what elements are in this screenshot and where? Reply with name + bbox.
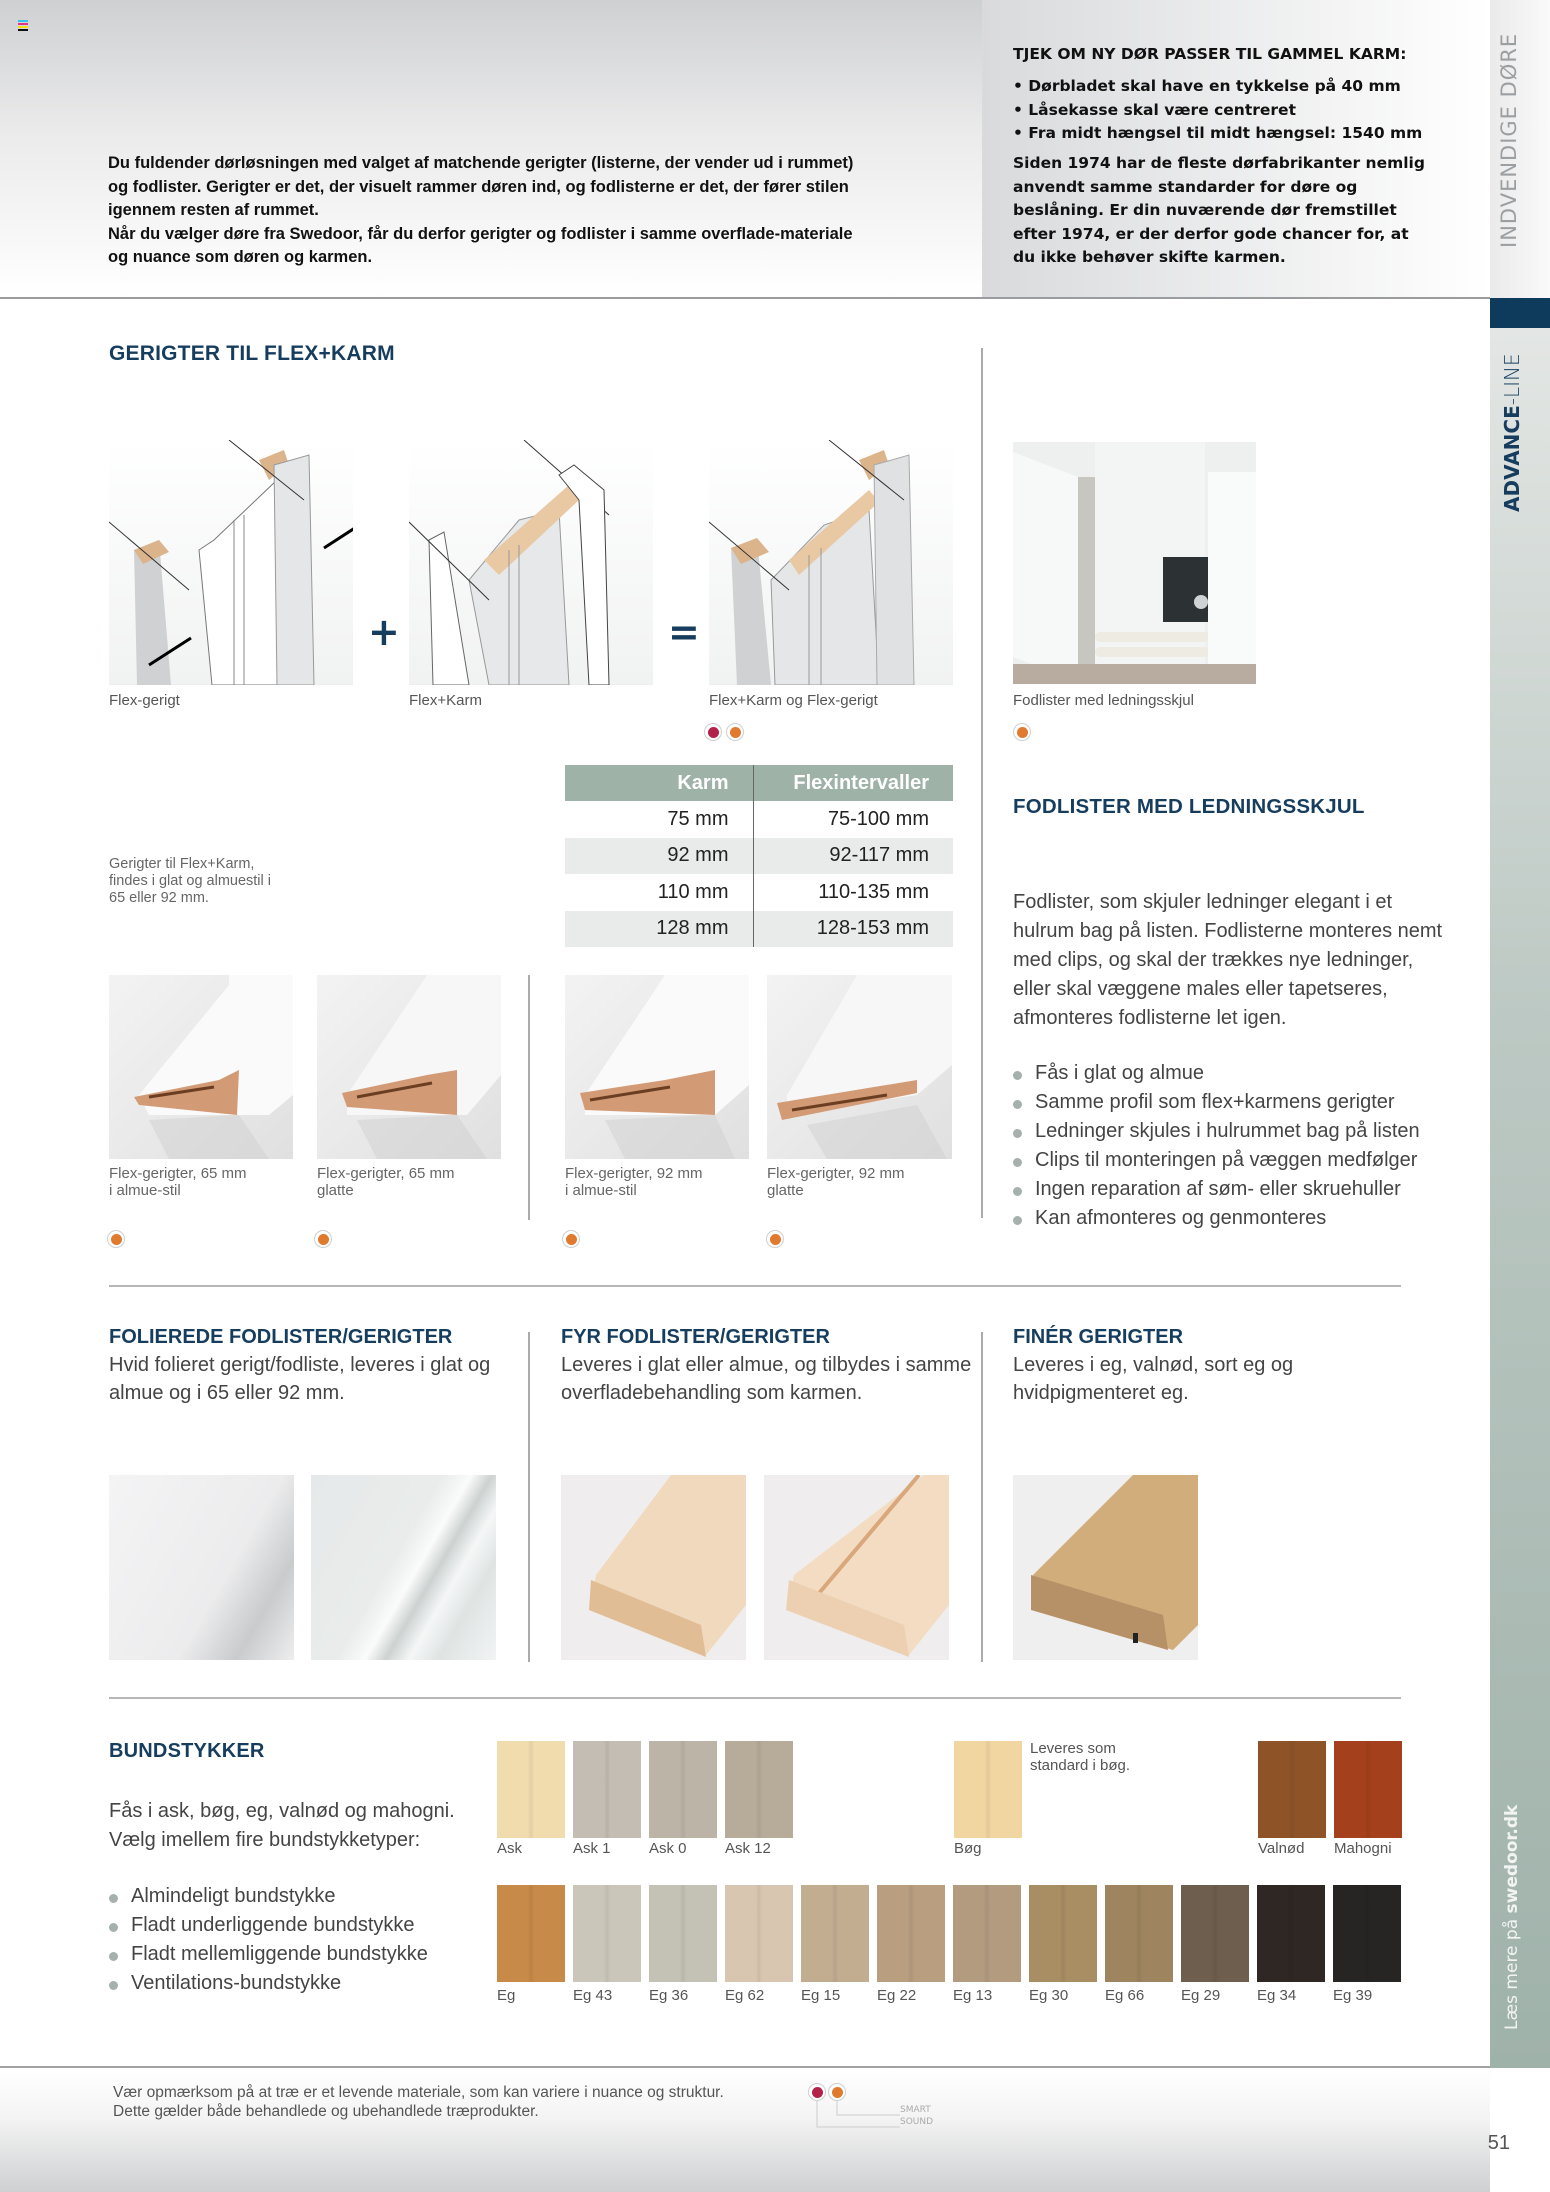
- fodlister-photo-caption: Fodlister med ledningsskjul: [1013, 692, 1194, 709]
- product-caption: [767, 1165, 905, 1199]
- swatch-eg[interactable]: [497, 1885, 565, 1982]
- swatch-label: Bøg: [954, 1840, 982, 1857]
- list-item: Ventilations-bundstykke: [109, 1969, 428, 1998]
- swatch-ask-1[interactable]: [573, 1741, 641, 1838]
- smart-dot-icon: [766, 1230, 784, 1248]
- diagram-caption: Flex-gerigt: [109, 692, 180, 709]
- list-item: Ingen reparation af søm- eller skruehuller: [1013, 1175, 1483, 1204]
- table-row: [565, 801, 953, 838]
- swatch-eg-34[interactable]: [1257, 1885, 1325, 1982]
- sound-label: SOUND: [900, 2117, 934, 2127]
- swatch-label: Ask 0: [649, 1840, 687, 1857]
- fyr-glat-photo: [561, 1475, 746, 1660]
- section-title-bundstykker: BUNDSTYKKER: [109, 1740, 265, 1762]
- finer-eg-photo: [1013, 1475, 1198, 1660]
- product-caption: [109, 1165, 247, 1199]
- section-divider: [109, 1285, 1401, 1287]
- swatch-row-eg: [497, 1885, 1401, 1982]
- swatch-label: Eg 39: [1333, 1987, 1373, 2004]
- smart-dot-icon: [726, 723, 744, 741]
- equals-icon: =: [668, 610, 700, 654]
- sidebar-line-label: [1500, 353, 1524, 512]
- check-title: TJEK OM NY DØR PASSER TIL GAMMEL KARM:: [1013, 45, 1407, 63]
- check-item: • Fra midt hængsel til midt hængsel: 1540 mm: [1013, 124, 1423, 142]
- section-title-fodlister: FODLISTER MED LEDNINGSSKJUL: [1013, 795, 1365, 818]
- smart-dot-icon: [1013, 723, 1031, 741]
- table-cell: 92 mm: [565, 838, 753, 875]
- swatch-eg-62[interactable]: [725, 1885, 793, 1982]
- table-cell: 92-117 mm: [753, 838, 953, 875]
- swatch-eg-39[interactable]: [1333, 1885, 1401, 1982]
- intro-paragraph-1: Du fuldender dørløsningen med valget af matchende gerigter (listerne, der vender ud i rummet) og fodlister. Gerigter er det, der visuelt rammer døren ind, og fodlisterne er det, der fører stilen igennem resten af rummet.: [108, 154, 854, 219]
- category-title: FINÉR GERIGTER: [1013, 1326, 1184, 1348]
- product-photo-65-almue: [109, 975, 293, 1159]
- category-text: Leveres i eg, valnød, sort eg og hvidpigmenteret eg.: [1013, 1354, 1294, 1404]
- category-finer: [1013, 1326, 1313, 1407]
- product-caption-line1: Flex-gerigter, 65 mm: [109, 1165, 247, 1182]
- fodlister-body: Fodlister, som skjuler ledninger elegant i et hulrum bag på listen. Fodlisterne monteres nemt med clips, og skal der trækkes nye ledninger, eller skal væggene males eller tapetseres, afmonteres fodlisterne let igen.: [1013, 891, 1443, 1029]
- product-divider: [528, 975, 530, 1220]
- category-text: Hvid folieret gerigt/fodliste, leveres i glat og almue og i 65 eller 92 mm.: [109, 1354, 491, 1404]
- swatch-label: Eg 29: [1181, 1987, 1221, 2004]
- list-item: Fås i glat og almue: [1013, 1059, 1483, 1088]
- bundstykker-text-1: Fås i ask, bøg, eg, valnød og mahogni.: [109, 1800, 455, 1822]
- sidebar-category-label: INDVENDIGE DØRE: [1497, 32, 1521, 248]
- line-bold: ADVANCE: [1500, 405, 1524, 512]
- footer-divider: [0, 2066, 1490, 2068]
- list-item: Ledninger skjules i hulrummet bag på listen: [1013, 1117, 1483, 1146]
- table-cell: 110 mm: [565, 874, 753, 911]
- table-row: [565, 838, 953, 875]
- table-cell: 110-135 mm: [818, 880, 929, 903]
- list-item: Clips til monteringen på væggen medfølger: [1013, 1146, 1483, 1175]
- fodlister-bullets: [1013, 1059, 1483, 1233]
- swatch-label: Ask: [497, 1840, 523, 1857]
- swatch-ask[interactable]: [497, 1741, 565, 1838]
- bundstykker-bullets: [109, 1882, 428, 1998]
- sidebar-accent-bar: [1490, 298, 1550, 328]
- smart-label: SMART: [900, 2105, 931, 2115]
- sidebar-website-link[interactable]: [1502, 1805, 1522, 2030]
- swatch-label: Mahogni: [1334, 1840, 1392, 1857]
- intro-text: [108, 152, 868, 270]
- swatch-eg-36[interactable]: [649, 1885, 717, 1982]
- section-divider: [109, 1697, 1401, 1699]
- swatch-label: Eg 34: [1257, 1987, 1297, 2004]
- list-item: Fladt underliggende bundstykke: [109, 1911, 428, 1940]
- product-photo-92-glat: [767, 975, 952, 1159]
- registration-mark-icon: [18, 20, 28, 30]
- flex-interval-table: [565, 765, 953, 947]
- folieret-glat-photo: [109, 1475, 294, 1660]
- smart-dot-icon: [314, 1230, 332, 1248]
- table-header-karm: Karm: [565, 765, 753, 801]
- category-title: FYR FODLISTER/GERIGTER: [561, 1326, 830, 1348]
- table-cell: 75-100 mm: [827, 807, 929, 830]
- swatch-eg-43[interactable]: [573, 1885, 641, 1982]
- intro-paragraph-2: Når du vælger døre fra Swedoor, får du derfor gerigter og fodlister i samme overflade-materiale og nuance som døren og karmen.: [108, 224, 853, 266]
- swatch-eg-15[interactable]: [801, 1885, 869, 1982]
- swatch-eg-29[interactable]: [1181, 1885, 1249, 1982]
- smart-sound-indicators: [704, 723, 744, 741]
- product-caption-line1: Flex-gerigter, 92 mm: [565, 1165, 703, 1182]
- folieret-almue-photo: [311, 1475, 496, 1660]
- category-fyr: [561, 1326, 981, 1407]
- line-light: -LINE: [1500, 353, 1524, 406]
- swatch-label: Eg 62: [725, 1987, 765, 2004]
- swatch-label: Eg 30: [1029, 1987, 1069, 2004]
- table-cell: 75 mm: [565, 801, 753, 838]
- smart-dot-icon: [107, 1230, 125, 1248]
- product-caption-line2: i almue-stil: [109, 1182, 181, 1199]
- category-title: FOLIEREDE FODLISTER/GERIGTER: [109, 1326, 453, 1348]
- swatch-label: Ask 12: [725, 1840, 771, 1857]
- web-domain: swedoor.dk: [1502, 1804, 1522, 1914]
- footer-note-line1: Vær opmærksom på at træ er et levende materiale, som kan variere i nuance og struktur.: [113, 2084, 724, 2101]
- table-row: [565, 874, 953, 911]
- product-photo-65-glat: [317, 975, 501, 1159]
- swatch-label: Ask 1: [573, 1840, 611, 1857]
- swatch-labels-eg: [497, 1987, 1401, 2004]
- plus-icon: +: [368, 610, 400, 654]
- swatch-label: Eg: [497, 1987, 516, 2004]
- header-divider: [0, 297, 1490, 299]
- swatch-valnoed[interactable]: [1258, 1741, 1326, 1838]
- diagram-flex-karm: [409, 440, 653, 685]
- swatch-boeg[interactable]: [954, 1741, 1022, 1838]
- swatch-label: Eg 43: [573, 1987, 613, 2004]
- product-caption-line1: Flex-gerigter, 65 mm: [317, 1165, 455, 1182]
- product-caption-line2: i almue-stil: [565, 1182, 637, 1199]
- diagram-combined: [709, 440, 953, 685]
- bundstykker-text-2: Vælg imellem fire bundstykketyper:: [109, 1829, 421, 1851]
- smart-dot-icon: [562, 1230, 580, 1248]
- table-header-flexintervaller: Flexintervaller: [753, 765, 953, 801]
- list-item: Fladt mellemliggende bundstykke: [109, 1940, 428, 1969]
- swatch-eg-13[interactable]: [953, 1885, 1021, 1982]
- list-item: Samme profil som flex+karmens gerigter: [1013, 1088, 1483, 1117]
- table-cell: 128 mm: [565, 911, 753, 948]
- swatch-label: Eg 36: [649, 1987, 689, 2004]
- product-caption: [565, 1165, 703, 1199]
- sound-dot-icon: [704, 723, 722, 741]
- swatch-label: Valnød: [1258, 1840, 1305, 1857]
- list-item: Kan afmonteres og genmonteres: [1013, 1204, 1483, 1233]
- product-caption-line1: Flex-gerigter, 92 mm: [767, 1165, 905, 1182]
- swatch-mahogni[interactable]: [1334, 1741, 1402, 1838]
- product-caption: [317, 1165, 455, 1199]
- table-header-row: [565, 765, 953, 801]
- table-cell: 128-153 mm: [753, 911, 953, 948]
- category-text: Leveres i glat eller almue, og tilbydes i samme overfladebehandling som karmen.: [561, 1354, 972, 1404]
- footer-note-line2: Dette gælder både behandlede og ubehandlede træprodukter.: [113, 2103, 539, 2120]
- swatch-ask-12[interactable]: [725, 1741, 793, 1838]
- column-divider: [981, 348, 983, 1218]
- swatch-label: Eg 66: [1105, 1987, 1145, 2004]
- smart-sound-legend: [808, 2083, 948, 2133]
- list-item: Almindeligt bundstykke: [109, 1882, 428, 1911]
- check-item: • Dørbladet skal have en tykkelse på 40 mm: [1013, 77, 1401, 95]
- diagram-caption: Flex+Karm og Flex-gerigt: [709, 692, 878, 709]
- table-row: [565, 911, 953, 948]
- diagram-caption: Flex+Karm: [409, 692, 482, 709]
- page-number: 51: [1487, 2132, 1510, 2154]
- swatch-label: Eg 13: [953, 1987, 993, 2004]
- check-item: • Låsekasse skal være centreret: [1013, 100, 1296, 119]
- section-title-gerigter: GERIGTER TIL FLEX+KARM: [109, 342, 395, 365]
- boeg-note: Leveres som standard i bøg.: [1030, 1740, 1131, 1774]
- column-divider: [981, 1332, 983, 1662]
- swatch-label: Eg 15: [801, 1987, 841, 2004]
- check-list: [1013, 75, 1422, 146]
- swatch-eg-66[interactable]: [1105, 1885, 1173, 1982]
- footer-note: [113, 2083, 724, 2121]
- swatch-label: Eg 22: [877, 1987, 917, 2004]
- product-caption-line2: glatte: [317, 1182, 354, 1199]
- fodlister-photo: [1013, 442, 1256, 684]
- product-caption-line2: glatte: [767, 1182, 804, 1199]
- swatch-eg-30[interactable]: [1029, 1885, 1097, 1982]
- web-prefix: Læs mere på: [1502, 1913, 1522, 2030]
- product-photo-92-almue: [565, 975, 749, 1159]
- fyr-almue-photo: [764, 1475, 949, 1660]
- category-folierede: [109, 1326, 529, 1407]
- diagram-flex-gerigt: [109, 440, 353, 685]
- gerigter-side-note: Gerigter til Flex+Karm, findes i glat og almuestil i 65 eller 92 mm.: [109, 856, 271, 906]
- swatch-eg-22[interactable]: [877, 1885, 945, 1982]
- swatch-ask-0[interactable]: [649, 1741, 717, 1838]
- check-body: Siden 1974 har de fleste dørfabrikanter nemlig anvendt samme standarder for døre og beslåning. Er din nuværende dør fremstillet efter 1974, er der derfor gode chancer for, at du ikke behøver skifte karmen.: [1013, 154, 1425, 266]
